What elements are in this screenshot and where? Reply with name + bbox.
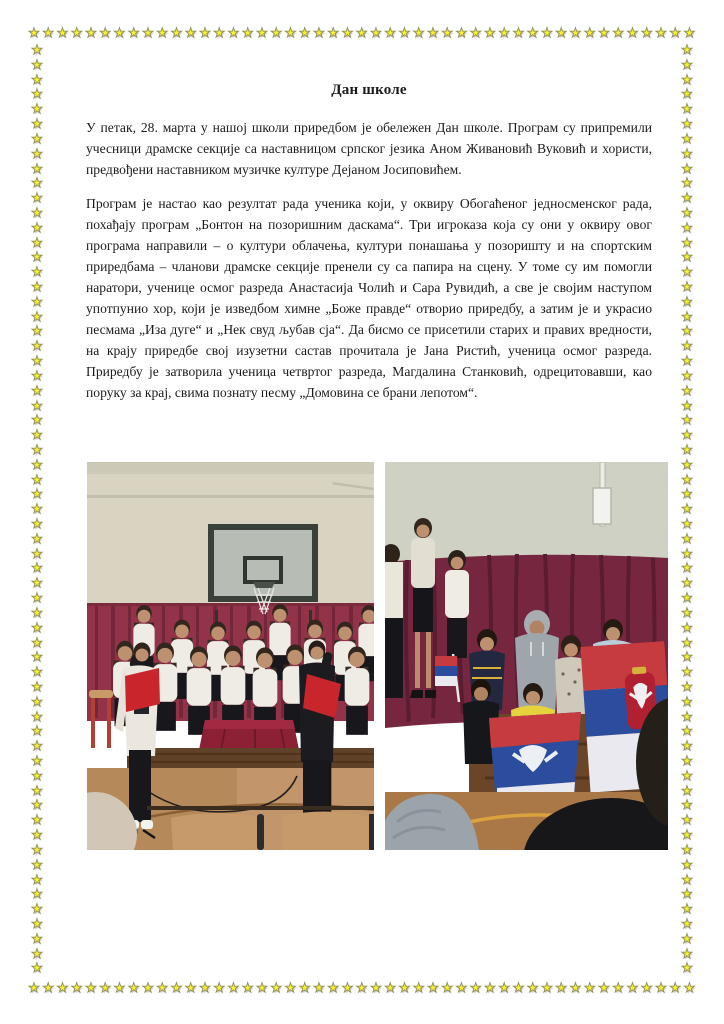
star-icon: ★ xyxy=(669,26,682,41)
star-icon: ★ xyxy=(484,981,496,996)
photo-choir-and-narrators xyxy=(87,462,374,850)
star-border-left xyxy=(30,44,44,976)
star-icon: ★ xyxy=(681,679,693,695)
star-icon: ★ xyxy=(341,981,354,996)
star-icon: ★ xyxy=(31,768,43,784)
star-border-bottom xyxy=(27,982,697,996)
star-icon: ★ xyxy=(31,605,43,621)
star-icon: ★ xyxy=(199,981,211,996)
star-icon: ★ xyxy=(681,872,693,888)
star-icon: ★ xyxy=(681,724,693,740)
star-icon: ★ xyxy=(31,146,43,162)
stage-table xyxy=(199,720,299,750)
star-icon: ★ xyxy=(113,26,126,41)
star-icon: ★ xyxy=(681,265,693,281)
star-icon: ★ xyxy=(31,798,43,814)
star-icon: ★ xyxy=(526,981,539,996)
star-icon: ★ xyxy=(681,176,693,192)
star-icon: ★ xyxy=(298,26,311,41)
star-icon: ★ xyxy=(70,981,83,996)
star-icon: ★ xyxy=(541,26,553,41)
star-icon: ★ xyxy=(31,87,43,103)
star-icon: ★ xyxy=(681,72,693,88)
star-icon: ★ xyxy=(31,294,43,310)
star-icon: ★ xyxy=(31,679,43,695)
star-icon: ★ xyxy=(227,26,240,41)
star-icon: ★ xyxy=(31,531,43,547)
star-icon: ★ xyxy=(681,605,693,621)
star-icon: ★ xyxy=(370,981,382,996)
star-icon: ★ xyxy=(31,442,43,458)
star-icon: ★ xyxy=(498,26,511,41)
star-icon: ★ xyxy=(227,981,240,996)
star-icon: ★ xyxy=(31,131,43,147)
star-icon: ★ xyxy=(681,931,693,947)
star-icon: ★ xyxy=(31,517,43,532)
star-icon: ★ xyxy=(681,235,693,251)
star-icon: ★ xyxy=(681,620,693,636)
star-icon: ★ xyxy=(31,354,43,370)
star-icon: ★ xyxy=(681,754,693,769)
star-icon: ★ xyxy=(626,26,639,41)
star-icon: ★ xyxy=(270,26,283,41)
star-icon: ★ xyxy=(284,981,297,996)
star-icon: ★ xyxy=(31,783,43,799)
star-icon: ★ xyxy=(681,576,693,592)
star-icon: ★ xyxy=(327,981,340,996)
star-icon: ★ xyxy=(31,176,43,192)
star-icon: ★ xyxy=(681,413,693,429)
star-icon: ★ xyxy=(626,981,639,996)
star-icon: ★ xyxy=(681,339,693,355)
star-icon: ★ xyxy=(31,635,43,651)
star-icon: ★ xyxy=(412,981,425,996)
star-icon: ★ xyxy=(31,57,43,73)
star-icon: ★ xyxy=(56,26,69,41)
star-icon: ★ xyxy=(427,26,439,41)
star-icon: ★ xyxy=(441,981,454,996)
star-icon: ★ xyxy=(31,857,43,873)
star-icon: ★ xyxy=(31,842,43,858)
star-icon: ★ xyxy=(42,981,55,996)
star-icon: ★ xyxy=(327,26,340,41)
ceiling-pipe xyxy=(87,495,374,498)
star-icon: ★ xyxy=(170,981,183,996)
star-icon: ★ xyxy=(681,709,693,725)
star-border-top xyxy=(27,27,697,41)
star-icon: ★ xyxy=(127,981,140,996)
star-icon: ★ xyxy=(31,72,43,88)
star-icon: ★ xyxy=(31,205,43,221)
star-icon: ★ xyxy=(42,26,55,41)
star-icon: ★ xyxy=(31,398,43,414)
star-icon: ★ xyxy=(681,961,693,977)
star-icon: ★ xyxy=(31,309,43,325)
star-icon: ★ xyxy=(31,324,43,340)
star-icon: ★ xyxy=(681,398,693,414)
star-icon: ★ xyxy=(681,650,693,666)
body-paragraph-1: У петак, 28. марта у нашој школи приредбом је обележен Дан школе. Програм су припремили учесници драмске секције са наставницом српског језика Аном Живановић Вуковић и хористи, предвођени наставником музичке културе Дејаном Јосиповићем. xyxy=(86,120,652,177)
star-icon: ★ xyxy=(681,635,693,651)
star-icon: ★ xyxy=(555,981,568,996)
star-icon: ★ xyxy=(681,294,693,310)
star-icon: ★ xyxy=(412,26,425,41)
star-icon: ★ xyxy=(31,709,43,725)
star-icon: ★ xyxy=(526,26,539,41)
star-icon: ★ xyxy=(127,26,140,41)
star-icon: ★ xyxy=(384,26,397,41)
star-icon: ★ xyxy=(384,981,397,996)
star-icon: ★ xyxy=(681,220,693,236)
star-icon: ★ xyxy=(31,887,43,903)
star-icon: ★ xyxy=(31,946,43,962)
star-icon: ★ xyxy=(31,383,43,399)
star-icon: ★ xyxy=(469,26,482,41)
star-icon: ★ xyxy=(31,828,43,844)
star-icon: ★ xyxy=(427,981,439,996)
star-icon: ★ xyxy=(113,981,126,996)
star-icon: ★ xyxy=(655,26,667,41)
star-icon: ★ xyxy=(640,981,653,996)
star-icon: ★ xyxy=(441,26,454,41)
page-title xyxy=(86,82,652,99)
star-icon: ★ xyxy=(31,428,43,444)
star-icon: ★ xyxy=(681,87,693,103)
star-icon: ★ xyxy=(683,26,696,41)
star-icon: ★ xyxy=(313,26,325,41)
star-icon: ★ xyxy=(681,368,693,384)
star-icon: ★ xyxy=(681,561,693,577)
page-title-text: Дан школе xyxy=(331,82,407,98)
star-icon: ★ xyxy=(681,502,693,518)
star-icon: ★ xyxy=(512,26,525,41)
star-icon: ★ xyxy=(31,591,43,607)
star-icon: ★ xyxy=(199,26,211,41)
star-icon: ★ xyxy=(681,531,693,547)
star-icon: ★ xyxy=(681,131,693,147)
star-icon: ★ xyxy=(569,26,582,41)
star-icon: ★ xyxy=(31,916,43,932)
star-icon: ★ xyxy=(681,117,693,133)
star-icon: ★ xyxy=(256,981,268,996)
star-icon: ★ xyxy=(681,798,693,814)
star-icon: ★ xyxy=(31,739,43,755)
star-icon: ★ xyxy=(31,546,43,562)
star-icon: ★ xyxy=(681,309,693,325)
star-icon: ★ xyxy=(398,26,411,41)
star-icon: ★ xyxy=(31,280,43,295)
star-icon: ★ xyxy=(31,487,43,503)
star-icon: ★ xyxy=(313,981,325,996)
star-icon: ★ xyxy=(681,842,693,858)
star-icon: ★ xyxy=(213,26,226,41)
star-icon: ★ xyxy=(681,783,693,799)
star-icon: ★ xyxy=(184,981,197,996)
star-icon: ★ xyxy=(370,26,382,41)
star-icon: ★ xyxy=(31,724,43,740)
star-icon: ★ xyxy=(31,961,43,977)
star-icon: ★ xyxy=(28,26,40,41)
star-icon: ★ xyxy=(681,442,693,458)
star-icon: ★ xyxy=(681,487,693,503)
star-border-right xyxy=(680,44,694,976)
star-icon: ★ xyxy=(681,828,693,844)
star-icon: ★ xyxy=(555,26,568,41)
star-icon: ★ xyxy=(569,981,582,996)
star-icon: ★ xyxy=(31,650,43,666)
star-icon: ★ xyxy=(681,250,693,266)
star-icon: ★ xyxy=(681,739,693,755)
star-icon: ★ xyxy=(31,902,43,918)
star-icon: ★ xyxy=(241,26,254,41)
star-icon: ★ xyxy=(99,26,112,41)
star-icon: ★ xyxy=(85,26,97,41)
star-icon: ★ xyxy=(70,26,83,41)
star-icon: ★ xyxy=(455,981,468,996)
star-icon: ★ xyxy=(681,43,693,58)
star-icon: ★ xyxy=(469,981,482,996)
star-icon: ★ xyxy=(31,457,43,473)
star-icon: ★ xyxy=(681,887,693,903)
star-icon: ★ xyxy=(284,26,297,41)
star-icon: ★ xyxy=(31,754,43,769)
star-icon: ★ xyxy=(31,250,43,266)
star-icon: ★ xyxy=(683,981,696,996)
star-icon: ★ xyxy=(184,26,197,41)
star-icon: ★ xyxy=(681,694,693,710)
star-icon: ★ xyxy=(398,981,411,996)
star-icon: ★ xyxy=(270,981,283,996)
star-icon: ★ xyxy=(681,383,693,399)
star-icon: ★ xyxy=(612,26,625,41)
document-body xyxy=(86,82,652,416)
star-icon: ★ xyxy=(681,768,693,784)
star-icon: ★ xyxy=(681,354,693,370)
star-icon: ★ xyxy=(31,665,43,681)
star-icon: ★ xyxy=(484,26,496,41)
star-icon: ★ xyxy=(31,235,43,251)
star-icon: ★ xyxy=(655,981,667,996)
photo-row xyxy=(87,462,669,850)
star-icon: ★ xyxy=(31,413,43,429)
star-icon: ★ xyxy=(142,26,154,41)
star-icon: ★ xyxy=(681,146,693,162)
basket-rim xyxy=(253,582,275,588)
star-icon: ★ xyxy=(85,981,97,996)
star-icon: ★ xyxy=(31,43,43,58)
star-icon: ★ xyxy=(156,981,169,996)
star-icon: ★ xyxy=(31,694,43,710)
star-icon: ★ xyxy=(681,665,693,681)
star-icon: ★ xyxy=(669,981,682,996)
star-icon: ★ xyxy=(598,26,610,41)
star-icon: ★ xyxy=(156,26,169,41)
star-icon: ★ xyxy=(241,981,254,996)
star-icon: ★ xyxy=(31,161,43,177)
star-icon: ★ xyxy=(142,981,154,996)
star-icon: ★ xyxy=(355,981,368,996)
star-icon: ★ xyxy=(355,26,368,41)
star-icon: ★ xyxy=(31,502,43,518)
star-icon: ★ xyxy=(681,457,693,473)
star-icon: ★ xyxy=(298,981,311,996)
star-icon: ★ xyxy=(681,546,693,562)
star-icon: ★ xyxy=(681,280,693,295)
photo-students-with-flags xyxy=(385,462,668,850)
star-icon: ★ xyxy=(31,102,43,118)
body-paragraph-2: Програм је настао као резултат рада ученика који, у оквиру Обогаћеног једносменског рада, похађају програм „Бонтон на позоришним даскама“. Три игроказа која су они у оквиру овог програма направили – о култури облачења, култури понашања у позоришту и на спортским приредбама – чланови драмске секције пренели су са папира на сцену. У томе су им помогли наратори, ученице осмог разреда Анастасија Чолић и Сара Рувидић, а све је својим наступом употпунио хор, који је изведбом химне „Боже правде“ отворио приредбу, а затим је и украсио песмама „Иза дуге“ и „Нек свуд љубав сја“. Да бисмо се присетили старих и правих вредности, на крају приредбе свој изузетни састав прочитала је Јана Ристић, ученица осмог разреда. Приредбу је затворила ученица четвртог разреда, Магдалина Станковић, одрецитовавши, као поруку за крај, свима познату песму „Домовина се брани лепотом“. xyxy=(86,196,652,400)
star-icon: ★ xyxy=(170,26,183,41)
star-icon: ★ xyxy=(31,561,43,577)
star-icon: ★ xyxy=(681,472,693,488)
star-icon: ★ xyxy=(498,981,511,996)
star-icon: ★ xyxy=(31,368,43,384)
star-icon: ★ xyxy=(612,981,625,996)
star-icon: ★ xyxy=(31,872,43,888)
star-icon: ★ xyxy=(31,265,43,281)
star-icon: ★ xyxy=(541,981,553,996)
star-icon: ★ xyxy=(56,981,69,996)
star-icon: ★ xyxy=(681,916,693,932)
star-icon: ★ xyxy=(681,324,693,340)
star-icon: ★ xyxy=(681,102,693,118)
star-icon: ★ xyxy=(640,26,653,41)
star-icon: ★ xyxy=(31,813,43,829)
star-icon: ★ xyxy=(31,339,43,355)
star-icon: ★ xyxy=(455,26,468,41)
star-icon: ★ xyxy=(681,205,693,221)
star-icon: ★ xyxy=(99,981,112,996)
star-icon: ★ xyxy=(31,576,43,592)
star-icon: ★ xyxy=(583,981,596,996)
star-icon: ★ xyxy=(256,26,268,41)
star-icon: ★ xyxy=(681,857,693,873)
star-icon: ★ xyxy=(681,813,693,829)
star-icon: ★ xyxy=(31,931,43,947)
star-icon: ★ xyxy=(31,191,43,207)
star-icon: ★ xyxy=(681,902,693,918)
star-icon: ★ xyxy=(681,57,693,73)
star-icon: ★ xyxy=(681,428,693,444)
star-icon: ★ xyxy=(681,517,693,532)
star-icon: ★ xyxy=(681,946,693,962)
star-icon: ★ xyxy=(341,26,354,41)
star-icon: ★ xyxy=(598,981,610,996)
star-icon: ★ xyxy=(31,220,43,236)
star-icon: ★ xyxy=(681,591,693,607)
star-icon: ★ xyxy=(512,981,525,996)
star-icon: ★ xyxy=(31,620,43,636)
star-icon: ★ xyxy=(681,161,693,177)
star-icon: ★ xyxy=(28,981,40,996)
star-icon: ★ xyxy=(31,117,43,133)
star-icon: ★ xyxy=(583,26,596,41)
star-icon: ★ xyxy=(31,472,43,488)
star-icon: ★ xyxy=(681,191,693,207)
star-icon: ★ xyxy=(213,981,226,996)
